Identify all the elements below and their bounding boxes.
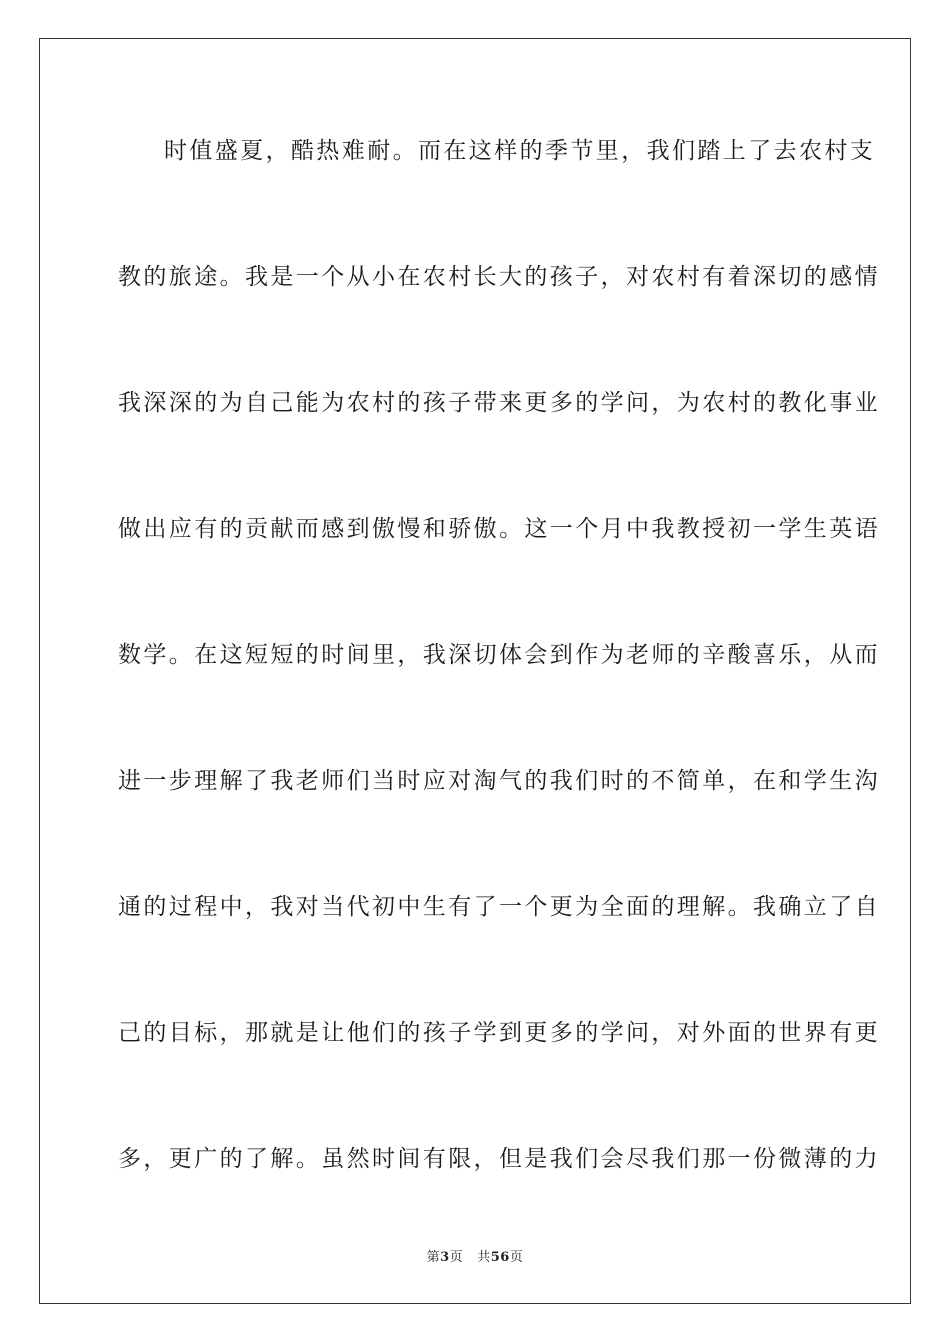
paragraph-line-6: 进一步理解了我老师们当时应对淘气的我们时的不简单，在和学生沟 bbox=[118, 768, 880, 794]
paragraph-line-5: 数学。在这短短的时间里，我深切体会到作为老师的辛酸喜乐，从而 bbox=[118, 642, 880, 668]
page-prefix: 第 bbox=[426, 1250, 441, 1265]
current-page-number: 3 bbox=[440, 1250, 450, 1265]
paragraph-line-2: 教的旅途。我是一个从小在农村长大的孩子，对农村有着深切的感情 bbox=[118, 264, 880, 290]
paragraph-line-7: 通的过程中，我对当代初中生有了一个更为全面的理解。我确立了自 bbox=[118, 894, 880, 920]
paragraph-line-9: 多，更广的了解。虽然时间有限，但是我们会尽我们那一份微薄的力 bbox=[118, 1146, 880, 1172]
page-suffix: 页 bbox=[449, 1250, 464, 1265]
total-suffix: 页 bbox=[509, 1250, 524, 1265]
page-number-footer bbox=[0, 1246, 950, 1265]
paragraph-line-4: 做出应有的贡献而感到傲慢和骄傲。这一个月中我教授初一学生英语 bbox=[118, 516, 880, 542]
paragraph-line-8: 己的目标，那就是让他们的孩子学到更多的学问，对外面的世界有更 bbox=[118, 1020, 880, 1046]
body-paragraph bbox=[118, 122, 880, 1256]
paragraph-line-1: 时值盛夏，酷热难耐。而在这样的季节里，我们踏上了去农村支 bbox=[164, 138, 876, 164]
total-page-count: 56 bbox=[490, 1250, 510, 1265]
total-prefix: 共 bbox=[477, 1250, 491, 1265]
paragraph-line-3: 我深深的为自己能为农村的孩子带来更多的学问，为农村的教化事业 bbox=[118, 390, 880, 416]
